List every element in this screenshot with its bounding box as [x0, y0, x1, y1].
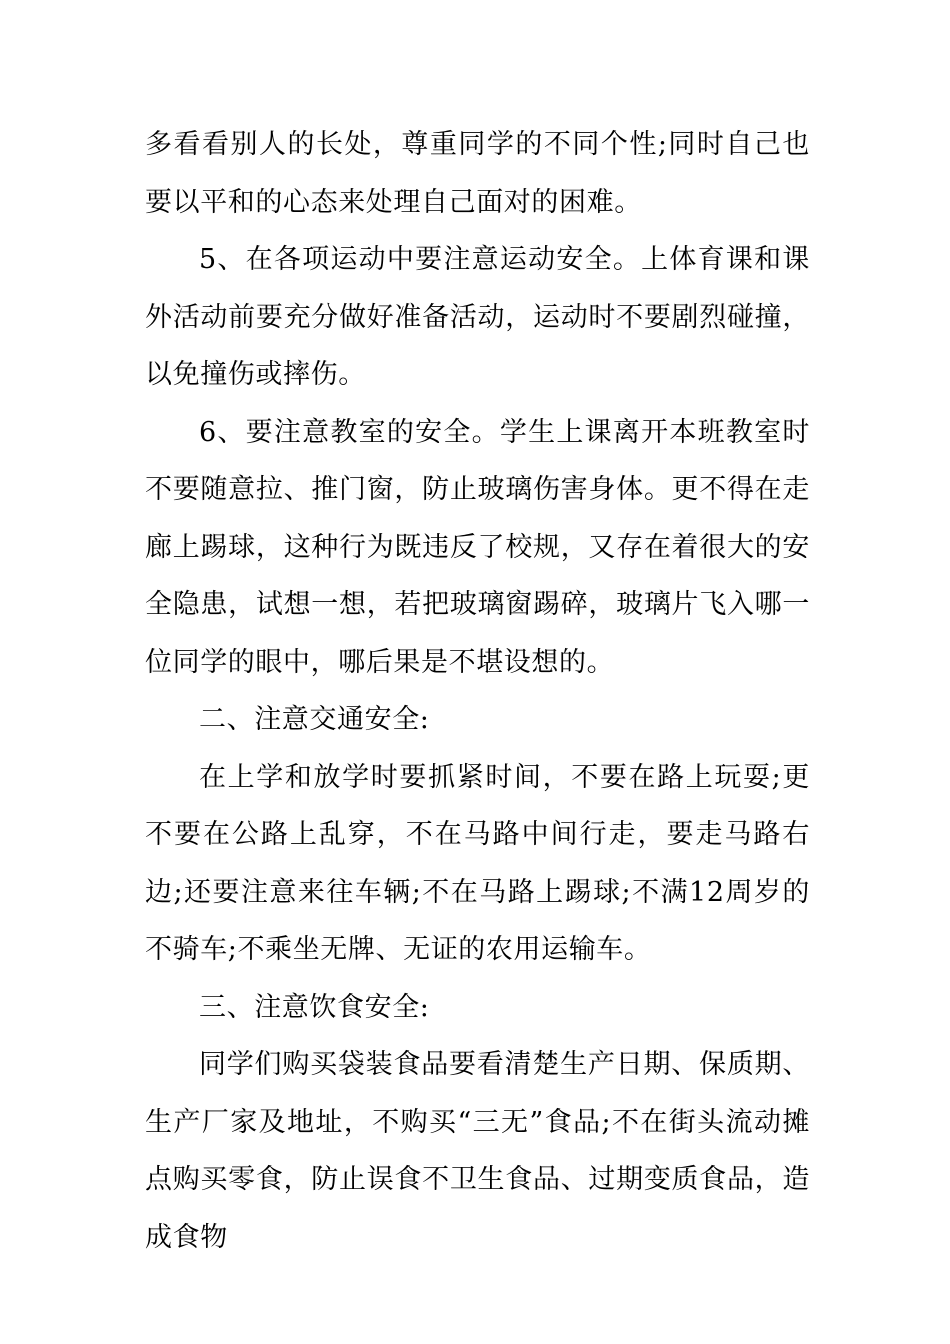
paragraph-food-safety: 同学们购买袋装食品要看清楚生产日期、保质期、生产厂家及地址，不购买“三无”食品;不在街头流动摊点购买零食，防止误食不卫生食品、过期变质食品，造成食物 — [145, 1049, 810, 1253]
heading-traffic-safety: 二、注意交通安全: — [199, 704, 430, 735]
paragraph-continuation: 多看看别人的长处，尊重同学的不同个性;同时自己也要以平和的心态来处理自己面对的困难。 — [145, 129, 810, 218]
heading-food-safety: 三、注意饮食安全: — [199, 991, 430, 1023]
paragraph-sports-safety: 5、在各项运动中要注意运动安全。上体育课和课外活动前要充分做好准备活动，运动时不要剧烈碰撞，以免撞伤或摔伤。 — [145, 244, 810, 390]
document-body — [145, 116, 810, 1266]
paragraph-classroom-safety: 6、要注意教室的安全。学生上课离开本班教室时不要随意拉、推门窗，防止玻璃伤害身体。更不得在走廊上踢球，这种行为既违反了校规，又存在着很大的安全隐患，试想一想，若把玻璃窗踢碎，玻璃片飞入哪一位同学的眼中，哪后果是不堪设想的。 — [145, 416, 810, 678]
paragraph-traffic-safety: 在上学和放学时要抓紧时间，不要在路上玩耍;更不要在公路上乱穿，不在马路中间行走，要走马路右边;还要注意来往车辆;不在马路上踢球;不满12周岁的不骑车;不乘坐无牌、无证的农用运输车。 — [145, 761, 810, 965]
